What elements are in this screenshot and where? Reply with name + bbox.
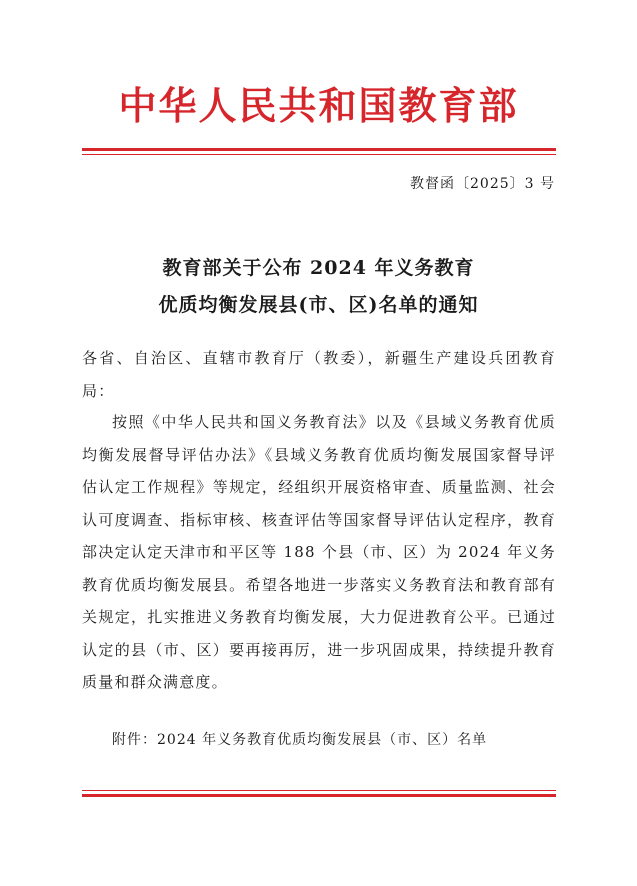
document-number: 教督函〔2025〕3 号 (410, 176, 555, 192)
header-divider-thick (82, 148, 556, 151)
header-divider-thin (82, 154, 556, 155)
footer-divider-thick (82, 794, 556, 797)
body-paragraph: 按照《中华人民共和国义务教育法》以及《县域义务教育优质均衡发展督导评估办法》《县域义务教育优质均衡发展国家督导评估认定工作规程》等规定，经组织开展资格审查、质量监测、社会认可度调查、指标审核、核查评估等国家督导评估认定程序，教育部决定认定天津市和平区等 188 个县（市、区）为 2024 年义务教育优质均衡发展县。希望各地进一步落实义务教育法和教育部有关规定，扎实推进义务教育均衡发展，大力促进教育公平。已通过认定的县（市、区）要再接再厉，进一步巩固成果，持续提升教育质量和群众满意度。 (82, 413, 556, 691)
footer-divider-thin (82, 790, 556, 791)
org-header-title: 中华人民共和国教育部 (118, 83, 519, 128)
document-title-line-2: 优质均衡发展县(市、区)名单的通知 (158, 294, 479, 316)
document-title-line-1: 教育部关于公布 2024 年义务教育 (162, 257, 475, 279)
attachment-note: 附件：2024 年义务教育优质均衡发展县（市、区）名单 (112, 732, 488, 748)
recipient-salutation: 各省、自治区、直辖市教育厅（教委），新疆生产建设兵团教育局： (82, 349, 556, 400)
